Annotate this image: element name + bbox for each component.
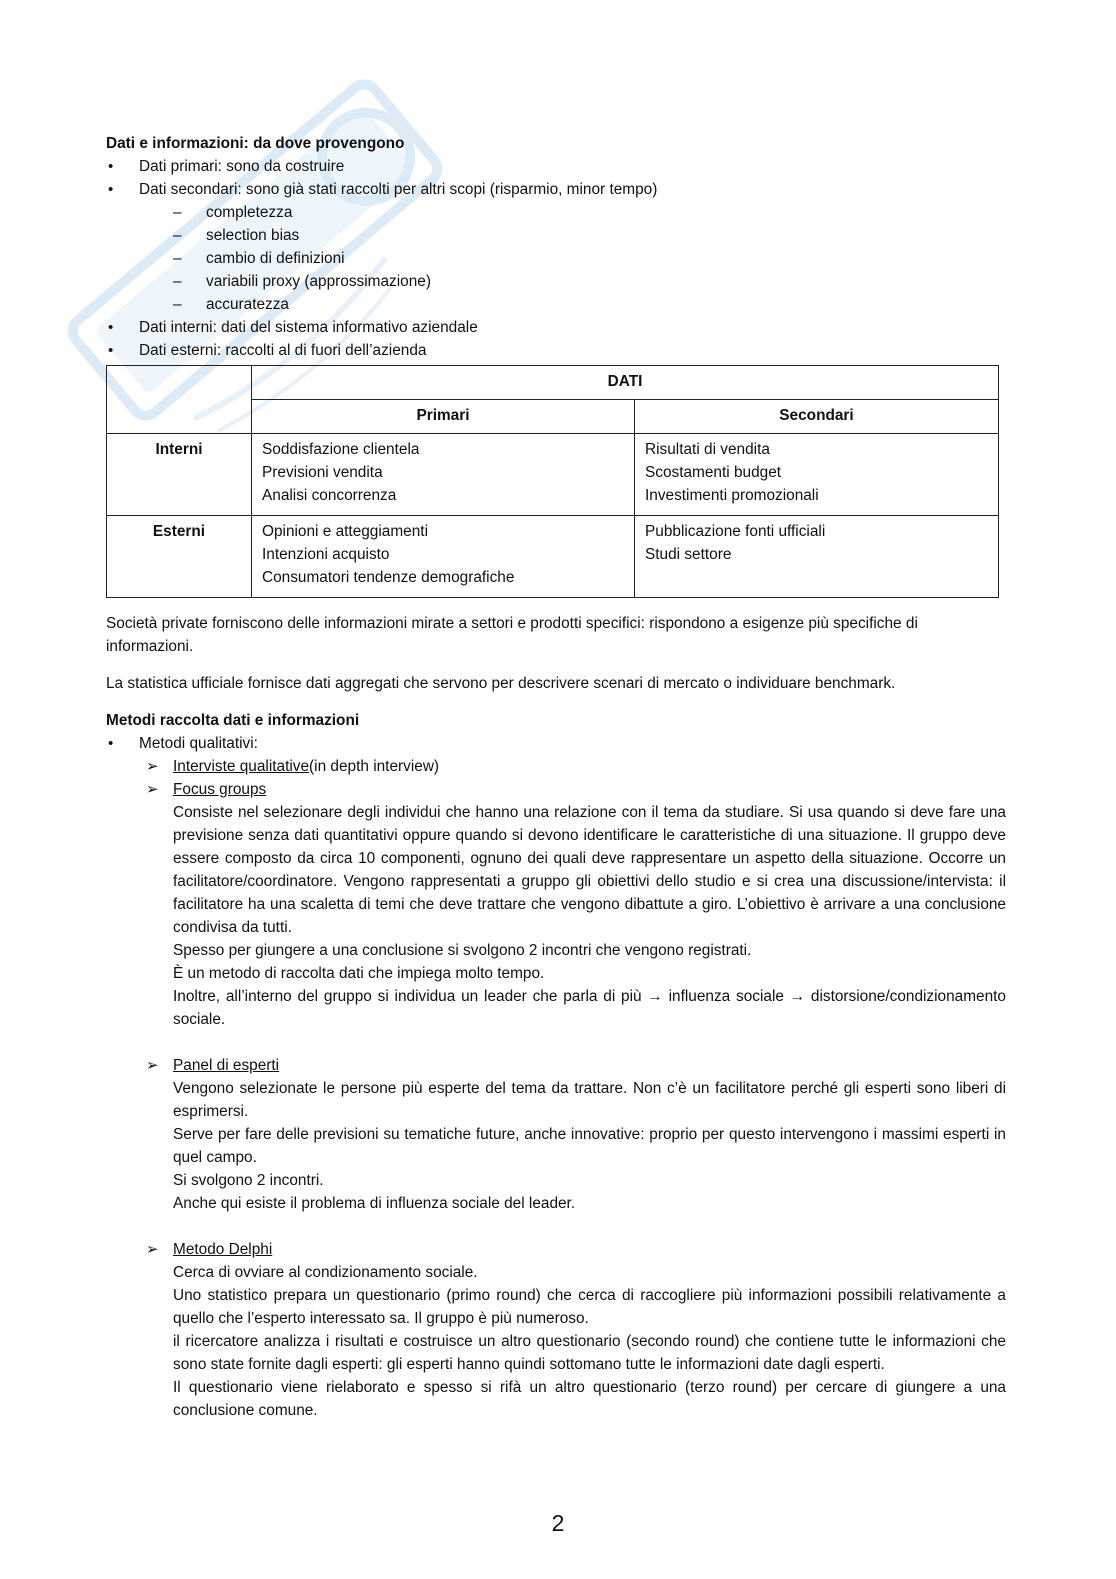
row-header-interni: Interni: [107, 434, 252, 516]
row-header-esterni: Esterni: [107, 516, 252, 598]
bullet-list-metodi: [106, 732, 1006, 755]
dash-list-secondari: [106, 201, 1006, 316]
page-content: [106, 132, 1006, 1422]
page-number: 2: [551, 1510, 565, 1536]
list-item: – variabili proxy (approssimazione): [173, 270, 1006, 293]
table-corner-cell: [107, 366, 252, 434]
list-item: • Dati esterni: raccolti al di fuori dell’azienda: [106, 339, 1006, 362]
cell-line: Scostamenti budget: [645, 464, 782, 481]
list-item: • Dati secondari: sono già stati raccolti per altri scopi (risparmio, minor tempo): [106, 178, 1006, 201]
panel-esperti-description: Vengono selezionate le persone più esperte del tema da trattare. Non c’è un facilitatore perché gli esperti sono liberi di esprimersi. Serve per fare delle previsioni su tematiche future, anche innovative: proprio per questo intervengono i massimi esperti in quel campo. Si svolgono 2 incontri. Anche qui esiste il problema di influenza sociale del leader.: [173, 1080, 1006, 1212]
list-item: – cambio di definizioni: [173, 247, 1006, 270]
table-row: [107, 434, 999, 516]
cell-line: Analisi concorrenza: [262, 487, 397, 504]
cell-line: Soddisfazione clientela: [262, 441, 420, 458]
cell-line: Pubblicazione fonti ufficiali: [645, 523, 826, 540]
column-header-secondari: Secondari: [635, 400, 999, 434]
list-item: – selection bias: [173, 224, 1006, 247]
section-title-provenienza: Dati e informazioni: da dove provengono: [106, 135, 405, 152]
table-cell: [252, 434, 635, 516]
bullet-list-interni-esterni: [106, 316, 1006, 362]
cell-line: Consumatori tendenze demografiche: [262, 569, 515, 586]
list-item: • Dati interni: dati del sistema informativo aziendale: [106, 316, 1006, 339]
arrow-bullet-icon: ➢: [146, 1057, 159, 1074]
cell-line: Previsioni vendita: [262, 464, 383, 481]
arrow-bullet-icon: ➢: [146, 758, 159, 775]
section-title-metodi: Metodi raccolta dati e informazioni: [106, 712, 360, 729]
cell-line: Risultati di vendita: [645, 441, 770, 458]
dati-table: [106, 365, 999, 598]
list-item: • Dati primari: sono da costruire: [106, 155, 1006, 178]
focus-groups-label: ➢ Focus groups: [173, 778, 266, 801]
bullet-list-dati: [106, 155, 1006, 201]
table-header-dati: DATI: [252, 366, 999, 400]
list-item: • Metodi qualitativi:: [106, 732, 1006, 755]
cell-line: Studi settore: [645, 546, 732, 563]
table-cell: [635, 434, 999, 516]
table-row: [107, 366, 999, 400]
interviste-label: ➢ Interviste qualitative: [173, 755, 309, 778]
focus-groups-description: Consiste nel selezionare degli individui che hanno una relazione con il tema da studiare. Si usa quando si deve fare una previsione senza dati quantitativi oppure quando si devono identificare le caratteristiche di una situazione. Il gruppo deve essere composto da circa 10 componenti, ognuno dei quali deve rappresentare un aspetto della situazione. Occorre un facilitatore/coordinatore. Vengono rappresentati a gruppo gli obiettivi dello studio e si crea una discussione/intervista: il facilitatore ha una scaletta di temi che deve trattare che vengono dibattute a giro. L’obiettivo è arrivare a una conclusione condivisa da tutti. Spesso per giungere a una conclusione si svolgono 2 incontri che vengono registrati. È un metodo di raccolta dati che impiega molto tempo. Inoltre, all’interno del gruppo si individua un leader che parla di più → influenza sociale → distorsione/condizionamento sociale.: [173, 804, 1006, 1028]
panel-esperti-label: ➢ Panel di esperti: [173, 1054, 279, 1077]
arrow-list-metodi: [106, 755, 1006, 1422]
list-item: – completezza: [173, 201, 1006, 224]
list-item-interviste: [146, 755, 1006, 778]
arrow-bullet-icon: ➢: [146, 781, 159, 798]
table-cell: [252, 516, 635, 598]
paragraph-societa-private: Società private forniscono delle informazioni mirate a settori e prodotti specifici: rispondono a esigenze più specifiche di informazioni.: [106, 615, 918, 655]
table-cell: [635, 516, 999, 598]
interviste-suffix: (in depth interview): [309, 758, 440, 775]
list-item: – accuratezza: [173, 293, 1006, 316]
cell-line: Investimenti promozionali: [645, 487, 819, 504]
metodo-delphi-label: ➢ Metodo Delphi: [173, 1238, 272, 1261]
table-row: [107, 516, 999, 598]
list-item-delphi: [146, 1238, 1006, 1422]
cell-line: Intenzioni acquisto: [262, 546, 390, 563]
cell-line: Opinioni e atteggiamenti: [262, 523, 428, 540]
paragraph-statistica-ufficiale: La statistica ufficiale fornisce dati aggregati che servono per descrivere scenari di mercato o individuare benchmark.: [106, 675, 896, 692]
arrow-bullet-icon: ➢: [146, 1241, 159, 1258]
column-header-primari: Primari: [252, 400, 635, 434]
list-item-panel: [146, 1054, 1006, 1238]
list-item-focus: [146, 778, 1006, 1054]
metodo-delphi-description: Cerca di ovviare al condizionamento sociale. Uno statistico prepara un questionario (primo round) che cerca di raccogliere più informazioni possibili relativamente a quello che l’esperto interessato sa. Il gruppo è più numeroso. il ricercatore analizza i risultati e costruisce un altro questionario (secondo round) che contiene tutte le informazioni che sono state fornite dagli esperti: gli esperti hanno quindi sottomano tutte le informazioni date dagli esperti. Il questionario viene rielaborato e spesso si rifà un altro questionario (terzo round) per cercare di giungere a una conclusione comune.: [173, 1264, 1006, 1419]
